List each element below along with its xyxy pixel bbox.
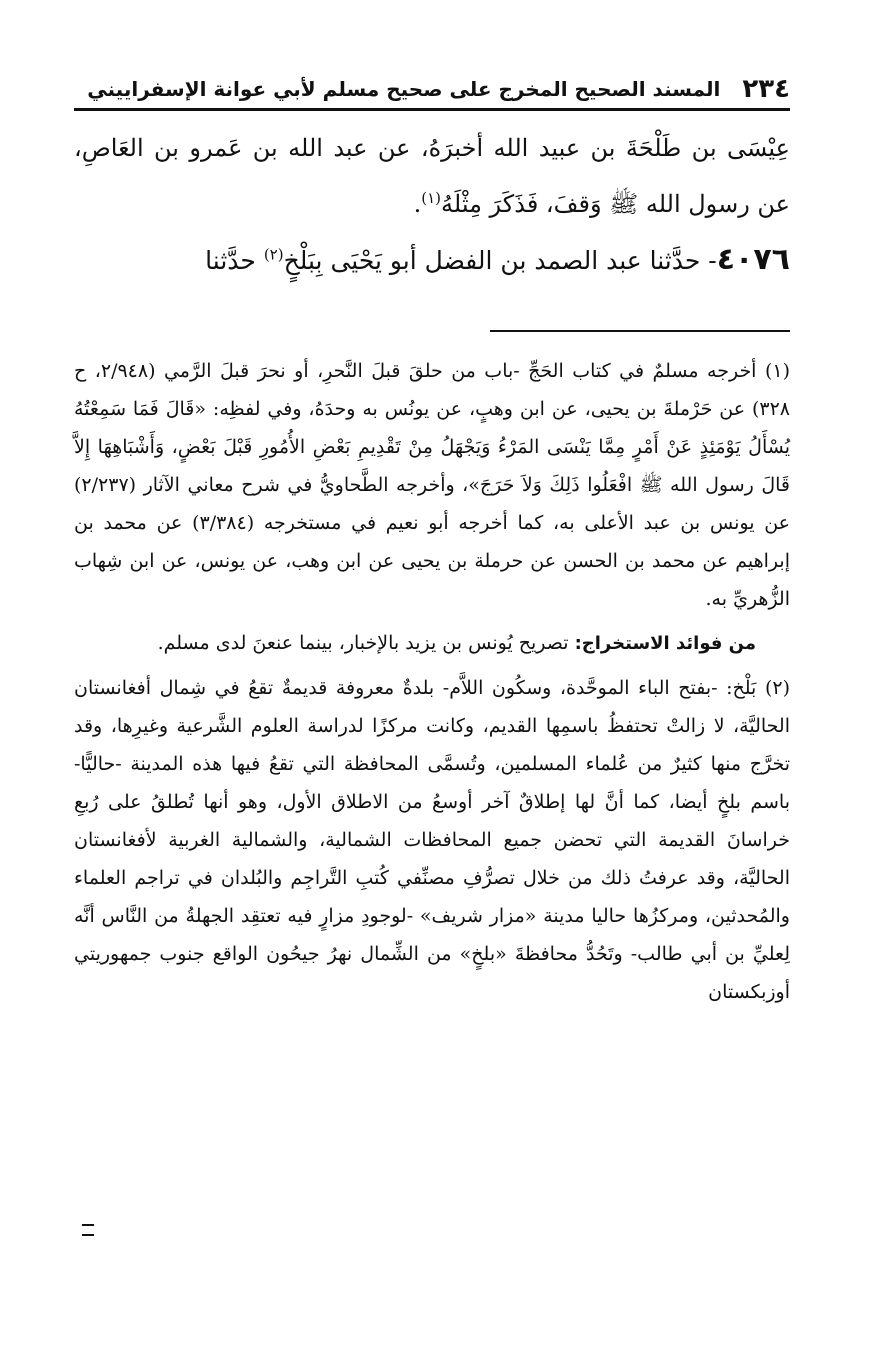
main-paragraph-text: عِيْسَى بن طَلْحَةَ بن عبيد الله أخبرَهُ، عن عبد الله بن عَمرو بن العَاصِ، عن رسول الله ﷺ وَقفَ، فَذَكَرَ مِثْلَهُ [74,134,790,218]
hadith-line [74,232,790,289]
footnote-1 [74,352,790,618]
footnote-2-number: (٢) [764,677,790,699]
footnote-1-text: أخرجه مسلمٌ في كتاب الحَجِّ -باب من حلقَ قبلَ النَّحرِ، أو نحرَ قبلَ الرَّمي (٢/٩٤٨، ح ٣٢٨) عن حَرْملةَ بن يحيى، عن ابن وهبٍ، عن يونُس به وحدَهُ، وفي لفظِه: «قَالَ فَمَا سَمِعْتُهُ يُسْأَلُ يَوْمَئِذٍ عَنْ أَمْرٍ مِمَّا يَنْسَى المَرْءُ وَيَجْهَلُ مِنْ تَقْدِيمِ بَعْضِ الأُمُورِ قَبْلَ بَعْضٍ، وَأَشْبَاهِهَا إِلاَّ قَالَ رسول الله ﷺ افْعَلُوا ذَلِكَ وَلاَ حَرَجَ»، وأخرجه الطَّحاويُّ في شرح معاني الآثار (٢/٢٣٧) عن يونس بن عبد الأعلى به، كما أخرجه أبو نعيم في مستخرجه (٣/٣٨٤) عن محمد بن إبراهيم عن محمد بن الحسن عن حرملة بن يحيى عن ابن وهب، عن يونس، عن ابن شِهاب الزُّهريِّ به. [74,360,790,610]
hadith-text-end: حدَّثنا [205,246,264,275]
page-header [74,70,790,104]
main-text [74,120,790,289]
hadith-text-start: - حدَّثنا عبد الصمد بن الفضل أبو يَحْيَى بِبَلْخٍ [283,246,717,275]
main-paragraph-end: . [413,190,422,218]
running-title: المسند الصحيح المخرج على صحيح مسلم لأبي عوانة الإسفراييني [87,77,721,101]
footnote-2 [74,669,790,1011]
footnotes [74,352,790,1017]
extraction-benefit-label: من فوائد الاستخراج: [574,633,756,654]
header-rule [74,108,790,111]
page-number: ٢٣٤ [742,74,790,104]
footnote-separator [490,330,790,332]
footnote-ref-2: (٢) [263,245,284,264]
extraction-benefit [74,624,790,663]
footnote-ref-1: (١) [421,189,442,207]
hadith-number: ٤٠٧٦ [716,242,790,277]
main-paragraph [74,120,790,232]
footnote-2-text: بَلْخ: -بفتح الباء الموحَّدة، وسكُون اللاَّم- بلدةٌ معروفة قديمةٌ تقعُ في شِمال أفغانستان الحاليَّة، لا زالتْ تحتفظُ باسمِها القديم، وكانت مركزًا لدراسة العلوم الشَّرعية وغيرِها، وقد تخرَّج منها كثيرٌ من عُلماء المسلمين، وتُسمَّى المحافظة التي تقعُ فيها هذه المدينة -حاليًّا- باسم بلخٍ أيضا، كما أنَّ لها إطلاقٌ آخر أوسعُ من الاطلاق الأول، وهو أنها تُطلقُ على رُبعِ خراسانَ القديمة التي تحضن جميع المحافظات الشمالية، والشمالية الغربية لأفغانستان الحاليَّة، وقد عرفتُ ذلك من خلال تصرُّفِ مصنِّفي كُتبِ التَّراجِم والبُلدان في تراجم العلماء والمُحدثين، ومركزُها حاليا مدينة «مزار شريف» -لوجودِ مزارٍ فيه تعتقِد الجهلةُ من النَّاس أنَّه لِعليِّ بن أبي طالب- وتَحُدُّ محافظةَ «بلخٍ» من الشِّمال نهرُ جيحُون الواقع جنوب جمهوريتي أوزبكستان [74,677,791,1003]
continuation-mark [82,1224,94,1236]
extraction-benefit-text: تصريح يُونس بن يزيد بالإخبار، بينما عنعنَ لدى مسلم. [157,632,575,654]
footnote-1-number: (١) [764,360,790,382]
